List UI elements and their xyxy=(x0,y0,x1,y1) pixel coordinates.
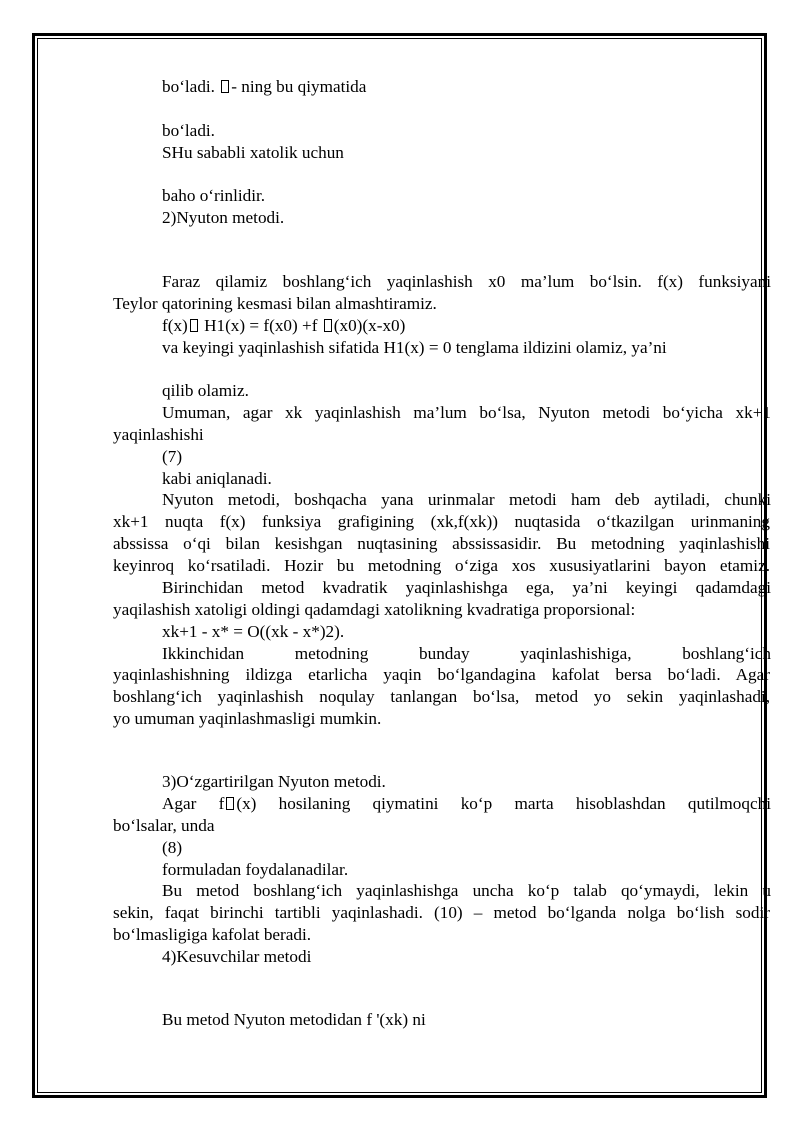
text-line: baho o‘rinlidir. xyxy=(162,186,266,205)
text-line: SHu sababli xatolik uchun xyxy=(162,143,344,162)
text-line: kabi aniqlanadi. xyxy=(162,469,272,488)
text-line: Teylor qatorining kesmasi bilan almashtiramiz. xyxy=(113,294,437,313)
text-line: yaqinlashishi xyxy=(113,425,204,444)
text-line: Umuman, agar xk yaqinlashish ma’lum bo‘lsa, Nyuton metodi bo‘yicha xk+1 xyxy=(162,403,771,422)
text-line: Agar f (x) hosilaning qiymatini ko‘p marta hisoblashdan qutilmoqchi xyxy=(162,794,771,813)
text-line: Ikkinchidan metodning bunday yaqinlashishiga, boshlang‘ich xyxy=(162,644,771,663)
text-line: boshlang‘ich yaqinlashish noqulay tanlangan bo‘lsa, metod yo sekin yaqinlashadi, xyxy=(113,687,770,706)
text-line: formuladan foydalanadilar. xyxy=(162,860,349,879)
formula-line: xk+1 - x* = O((xk - x*)2). xyxy=(162,622,345,641)
text-line: abssissa o‘qi bilan kesishgan nuqtasining abssissasidir. Bu metodning yaqinlashishi xyxy=(113,534,770,553)
text-line: Faraz qilamiz boshlang‘ich yaqinlashish x0 ma’lum bo‘lsin. f(x) funksiyani xyxy=(162,272,771,291)
text-line: bo‘ladi. - ning bu qiymatida xyxy=(162,77,367,96)
text-line: yaqilashish xatoligi oldingi qadamdagi xatolikning kvadratiga proporsional: xyxy=(113,600,636,619)
missing-glyph-icon xyxy=(190,319,198,332)
text-line: bo‘ladi. xyxy=(162,121,215,140)
text-line: keyinroq ko‘rsatiladi. Hozir bu metodning o‘ziga xos xususiyatlarini bayon etamiz. xyxy=(113,556,770,575)
text-line: bo‘lsalar, unda xyxy=(113,816,215,835)
text-line: Birinchidan metod kvadratik yaqinlashishga ega, ya’ni keyingi qadamdagi xyxy=(162,578,771,597)
section-heading: 3)O‘zgartirilgan Nyuton metodi. xyxy=(162,772,386,791)
section-heading: 2)Nyuton metodi. xyxy=(162,208,285,227)
text-line: bo‘lmasligiga kafolat beradi. xyxy=(113,925,312,944)
text-line: xk+1 nuqta f(x) funksiya grafigining (xk,f(xk)) nuqtasida o‘tkazilgan urinmaning xyxy=(113,512,770,531)
text-line: Nyuton metodi, boshqacha yana urinmalar metodi ham deb aytiladi, chunki xyxy=(162,490,771,509)
text-line: sekin, faqat birinchi tartibli yaqinlashadi. (10) – metod bo‘lganda nolga bo‘lish sodir xyxy=(113,903,770,922)
equation-number: (8) xyxy=(162,838,183,857)
equation-number: (7) xyxy=(162,447,183,466)
missing-glyph-icon xyxy=(221,80,229,93)
text-line: va keyingi yaqinlashish sifatida H1(x) = 0 tenglama ildizini olamiz, ya’ni xyxy=(162,338,667,357)
text-line: Bu metod boshlang‘ich yaqinlashishga uncha ko‘p talab qo‘ymaydi, lekin u xyxy=(162,881,771,900)
missing-glyph-icon xyxy=(226,797,234,810)
text-line: yaqinlashishning ildizga etarlicha yaqin bo‘lgandagina kafolat bersa bo‘ladi. Agar xyxy=(113,665,770,684)
section-heading: 4)Kesuvchilar metodi xyxy=(162,947,312,966)
missing-glyph-icon xyxy=(324,319,332,332)
text-line: yo umuman yaqinlashmasligi mumkin. xyxy=(113,709,382,728)
formula-line: f(x) H1(x) = f(x0) +f (x0)(x-x0) xyxy=(162,316,406,335)
text-line: Bu metod Nyuton metodidan f '(xk) ni xyxy=(162,1010,426,1029)
text-line: qilib olamiz. xyxy=(162,381,249,400)
